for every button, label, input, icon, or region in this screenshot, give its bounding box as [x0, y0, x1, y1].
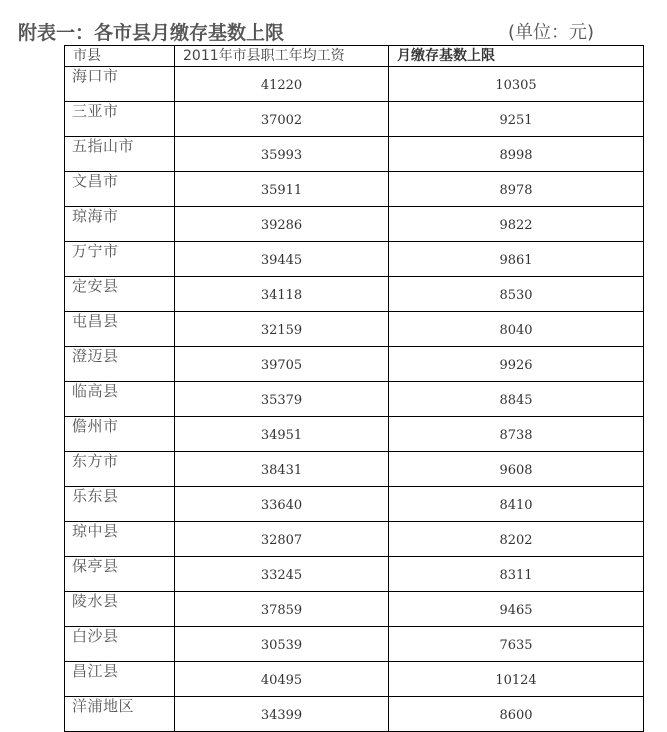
- table-row: [65, 382, 644, 417]
- cap-cell: 10124: [389, 662, 644, 697]
- unit-note: (单位：元): [508, 22, 595, 43]
- cap-cell: 8845: [389, 382, 644, 417]
- table-row: [65, 277, 644, 312]
- table-row: [65, 487, 644, 522]
- cap-cell: 8738: [389, 417, 644, 452]
- cap-cell: 8530: [389, 277, 644, 312]
- wage-cell: 33640: [175, 487, 389, 522]
- cap-cell: 9608: [389, 452, 644, 487]
- table-row: [65, 207, 644, 242]
- county-cell: 儋州市: [65, 417, 175, 452]
- table-row: [65, 312, 644, 347]
- county-cell: 琼海市: [65, 207, 175, 242]
- county-cell: 琼中县: [65, 522, 175, 557]
- county-cell: 文昌市: [65, 172, 175, 207]
- cap-cell: 9926: [389, 347, 644, 382]
- wage-cell: 32159: [175, 312, 389, 347]
- cap-cell: 8998: [389, 137, 644, 172]
- county-cell: 海口市: [65, 67, 175, 102]
- wage-cell: 34399: [175, 697, 389, 732]
- wage-cell: 35379: [175, 382, 389, 417]
- wage-cell: 34118: [175, 277, 389, 312]
- wage-cell: 30539: [175, 627, 389, 662]
- county-cell: 陵水县: [65, 592, 175, 627]
- table-row: [65, 172, 644, 207]
- wage-cell: 37859: [175, 592, 389, 627]
- table-row: [65, 102, 644, 137]
- cap-cell: 9861: [389, 242, 644, 277]
- cap-cell: 8978: [389, 172, 644, 207]
- wage-cell: 39445: [175, 242, 389, 277]
- wage-cell: 37002: [175, 102, 389, 137]
- table-row: [65, 242, 644, 277]
- wage-cell: 39286: [175, 207, 389, 242]
- cap-cell: 8040: [389, 312, 644, 347]
- cap-cell: 8311: [389, 557, 644, 592]
- county-cell: 五指山市: [65, 137, 175, 172]
- cap-cell: 7635: [389, 627, 644, 662]
- cap-cell: 8202: [389, 522, 644, 557]
- table-row: [65, 67, 644, 102]
- table-row: [65, 347, 644, 382]
- table-row: [65, 522, 644, 557]
- wage-cell: 34951: [175, 417, 389, 452]
- cap-cell: 9251: [389, 102, 644, 137]
- wage-cell: 35993: [175, 137, 389, 172]
- county-cell: 屯昌县: [65, 312, 175, 347]
- wage-cell: 41220: [175, 67, 389, 102]
- cap-cell: 8600: [389, 697, 644, 732]
- table-row: [65, 137, 644, 172]
- table-row: [65, 417, 644, 452]
- cap-cell: 8410: [389, 487, 644, 522]
- table-row: [65, 592, 644, 627]
- cap-cell: 9822: [389, 207, 644, 242]
- county-cell: 白沙县: [65, 627, 175, 662]
- table-body: [65, 67, 644, 732]
- column-header-wage: 2011年市县职工年均工资: [175, 46, 389, 67]
- page-title: 附表一：各市县月缴存基数上限: [18, 22, 285, 44]
- cap-cell: 10305: [389, 67, 644, 102]
- wage-cell: 32807: [175, 522, 389, 557]
- wage-cell: 40495: [175, 662, 389, 697]
- table-row: [65, 557, 644, 592]
- wage-cell: 33245: [175, 557, 389, 592]
- table-row: [65, 662, 644, 697]
- wage-cell: 38431: [175, 452, 389, 487]
- column-header-cap: 月缴存基数上限: [389, 46, 644, 67]
- wage-cell: 39705: [175, 347, 389, 382]
- county-cell: 保亭县: [65, 557, 175, 592]
- cap-cell: 9465: [389, 592, 644, 627]
- table-header-row: [65, 46, 644, 67]
- wage-cell: 35911: [175, 172, 389, 207]
- county-cell: 洋浦地区: [65, 697, 175, 732]
- county-cell: 昌江县: [65, 662, 175, 697]
- column-header-county: 市县: [65, 46, 175, 67]
- table-row: [65, 452, 644, 487]
- contribution-cap-table: [64, 45, 644, 732]
- county-cell: 临高县: [65, 382, 175, 417]
- county-cell: 乐东县: [65, 487, 175, 522]
- county-cell: 东方市: [65, 452, 175, 487]
- table-row: [65, 697, 644, 732]
- table-row: [65, 627, 644, 662]
- county-cell: 定安县: [65, 277, 175, 312]
- county-cell: 万宁市: [65, 242, 175, 277]
- county-cell: 三亚市: [65, 102, 175, 137]
- county-cell: 澄迈县: [65, 347, 175, 382]
